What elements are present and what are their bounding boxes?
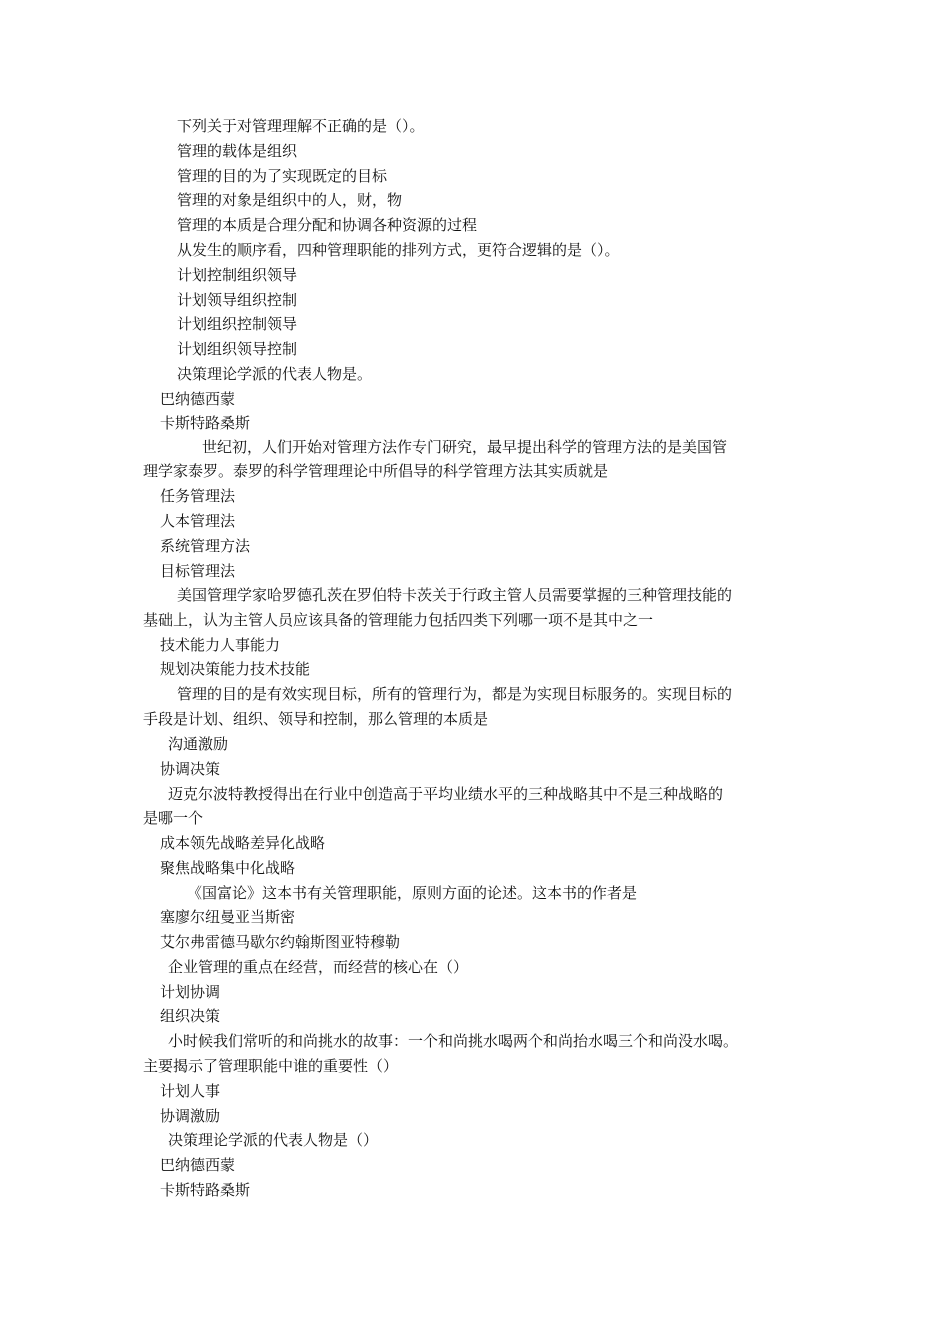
text-line: 技术能力人事能力 [160,636,281,654]
text-line: 沟通激励 [168,735,229,753]
text-line: 美国管理学家哈罗德孔茨在罗伯特卡茨关于行政主管人员需要掌握的三种管理技能的 [177,586,733,604]
text-line: 决策理论学派的代表人物是（） [168,1131,379,1149]
text-line: 管理的载体是组织 [177,142,298,160]
text-line: 《国富论》这本书有关管理职能，原则方面的论述。这本书的作者是 [187,884,638,902]
text-line: 是哪一个 [143,809,204,827]
text-line: 协调决策 [160,760,221,778]
text-line: 塞廖尔纽曼亚当斯密 [160,908,296,926]
text-line: 协调激励 [160,1107,221,1125]
text-line: 手段是计划、组织、领导和控制，那么管理的本质是 [143,710,489,728]
text-line: 系统管理方法 [160,537,251,555]
text-line: 规划决策能力技术技能 [160,660,311,678]
text-line: 人本管理法 [160,512,236,530]
text-line: 聚焦战略集中化战略 [160,859,296,877]
text-line: 计划组织控制领导 [177,315,298,333]
text-line: 巴纳德西蒙 [160,390,236,408]
text-line: 计划控制组织领导 [177,266,298,284]
text-line: 管理的目的为了实现既定的目标 [177,167,388,185]
text-line: 计划人事 [160,1082,221,1100]
text-line: 计划组织领导控制 [177,340,298,358]
text-line: 理学家泰罗。泰罗的科学管理理论中所倡导的科学管理方法其实质就是 [143,462,609,480]
text-line: 管理的对象是组织中的人，财，物 [177,191,403,209]
text-line: 决策理论学派的代表人物是。 [177,365,373,383]
text-line: 卡斯特路桑斯 [160,1181,251,1199]
text-line: 任务管理法 [160,487,236,505]
text-line: 计划协调 [160,983,221,1001]
text-line: 成本领先战略差异化战略 [160,834,326,852]
text-line: 基础上，认为主管人员应该具备的管理能力包括四类下列哪一项不是其中之一 [143,611,654,629]
text-line: 计划领导组织控制 [177,291,298,309]
text-line: 世纪初，人们开始对管理方法作专门研究，最早提出科学的管理方法的是美国管 [202,438,728,456]
text-line: 管理的目的是有效实现目标，所有的管理行为，都是为实现目标服务的。实现目标的 [177,685,733,703]
text-line: 巴纳德西蒙 [160,1156,236,1174]
text-line: 企业管理的重点在经营，而经营的核心在（） [168,958,469,976]
text-line: 艾尔弗雷德马歇尔约翰斯图亚特穆勒 [160,933,401,951]
text-line: 下列关于对管理理解不正确的是（）。 [177,117,425,135]
text-line: 目标管理法 [160,562,236,580]
text-line: 从发生的顺序看，四种管理职能的排列方式，更符合逻辑的是（）。 [177,241,620,259]
text-line: 组织决策 [160,1007,221,1025]
text-line: 迈克尔波特教授得出在行业中创造高于平均业绩水平的三种战略其中不是三种战略的 [168,785,724,803]
text-line: 卡斯特路桑斯 [160,414,251,432]
text-line: 小时候我们常听的和尚挑水的故事：一个和尚挑水喝两个和尚抬水喝三个和尚没水喝。 [168,1032,739,1050]
text-line: 管理的本质是合理分配和协调各种资源的过程 [177,216,478,234]
text-line: 主要揭示了管理职能中谁的重要性（） [143,1057,399,1075]
